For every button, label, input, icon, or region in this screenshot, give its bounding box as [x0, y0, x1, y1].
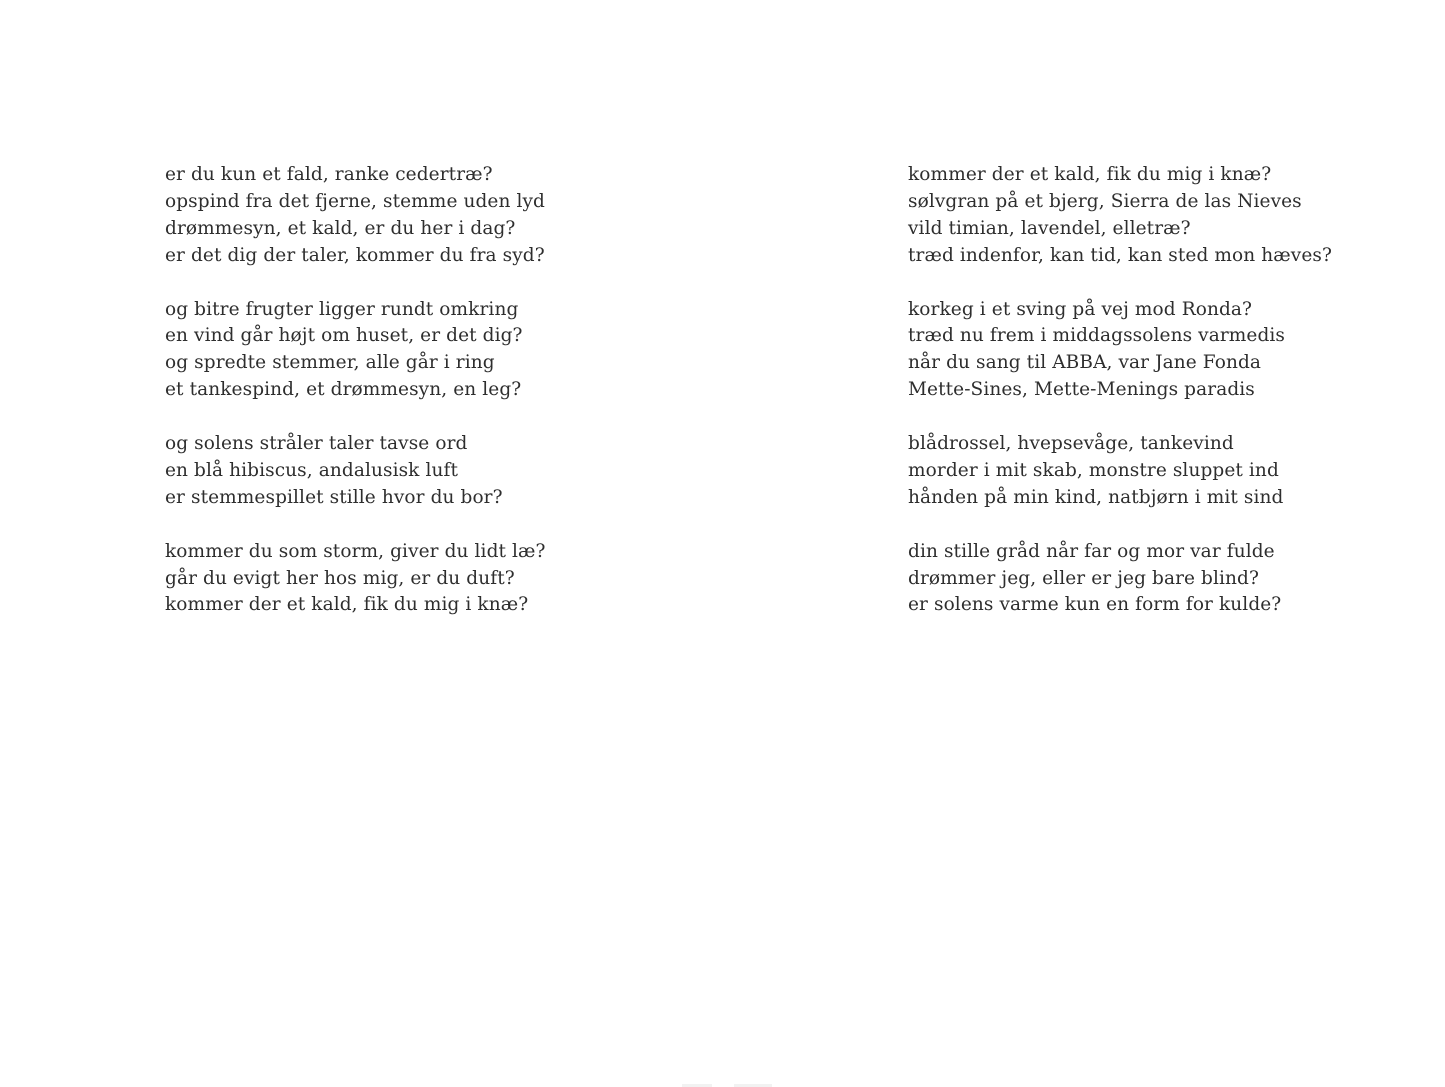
stanza — [165, 539, 546, 620]
poem-line: er du kun et fald, ranke cedertræ? — [165, 164, 493, 185]
poem-line: din stille gråd når far og mor var fulde — [908, 540, 1275, 562]
poem-line: kommer der et kald, fik du mig i knæ? — [165, 594, 529, 616]
poem-line: blådrossel, hvepsevåge, tankevind — [908, 433, 1234, 455]
poem-line: og solens stråler taler tavse ord — [165, 433, 468, 455]
poem-line: korkeg i et sving på vej mod Ronda? — [908, 298, 1253, 320]
poem-line: er stemmespillet stille hvor du bor? — [165, 486, 503, 508]
stanza — [908, 539, 1332, 620]
poem-line: en blå hibiscus, andalusisk luft — [165, 459, 458, 481]
stanza — [908, 162, 1332, 270]
poem-line: sølvgran på et bjerg, Sierra de las Nieves — [908, 190, 1302, 212]
poem-line: træd nu frem i middagssolens varmedis — [908, 325, 1286, 347]
poem-right-page — [908, 162, 1332, 619]
poem-line: hånden på min kind, natbjørn i mit sind — [908, 486, 1284, 508]
poem-line: drømmer jeg, eller er jeg bare blind? — [908, 567, 1259, 589]
poem-line: kommer der et kald, fik du mig i knæ? — [908, 164, 1272, 185]
poem-line: morder i mit skab, monstre sluppet ind — [908, 459, 1279, 481]
poem-line: en vind går højt om huset, er det dig? — [165, 325, 523, 347]
poem-line: er det dig der taler, kommer du fra syd? — [165, 244, 545, 266]
poem-left-page — [165, 162, 546, 619]
poem-line: drømmesyn, et kald, er du her i dag? — [165, 217, 516, 239]
poem-line: er solens varme kun en form for kulde? — [908, 594, 1282, 616]
poem-line: vild timian, lavendel, elletræ? — [908, 217, 1191, 239]
poem-line: og spredte stemmer, alle går i ring — [165, 352, 495, 374]
poem-line: Mette-Sines, Mette-Menings paradis — [908, 379, 1255, 401]
stanza — [908, 297, 1332, 405]
poem-line: går du evigt her hos mig, er du duft? — [165, 567, 515, 589]
poem-line: træd indenfor, kan tid, kan sted mon hæves? — [908, 244, 1333, 266]
poem-line: når du sang til ABBA, var Jane Fonda — [908, 352, 1262, 374]
stanza — [908, 431, 1332, 512]
stanza — [165, 297, 546, 405]
poem-line: opspind fra det fjerne, stemme uden lyd — [165, 190, 545, 212]
poem-line: og bitre frugter ligger rundt omkring — [165, 298, 519, 320]
stanza — [165, 431, 546, 512]
stanza — [165, 162, 546, 270]
poem-line: kommer du som storm, giver du lidt læ? — [165, 540, 546, 562]
poem-line: et tankespind, et drømmesyn, en leg? — [165, 379, 522, 401]
